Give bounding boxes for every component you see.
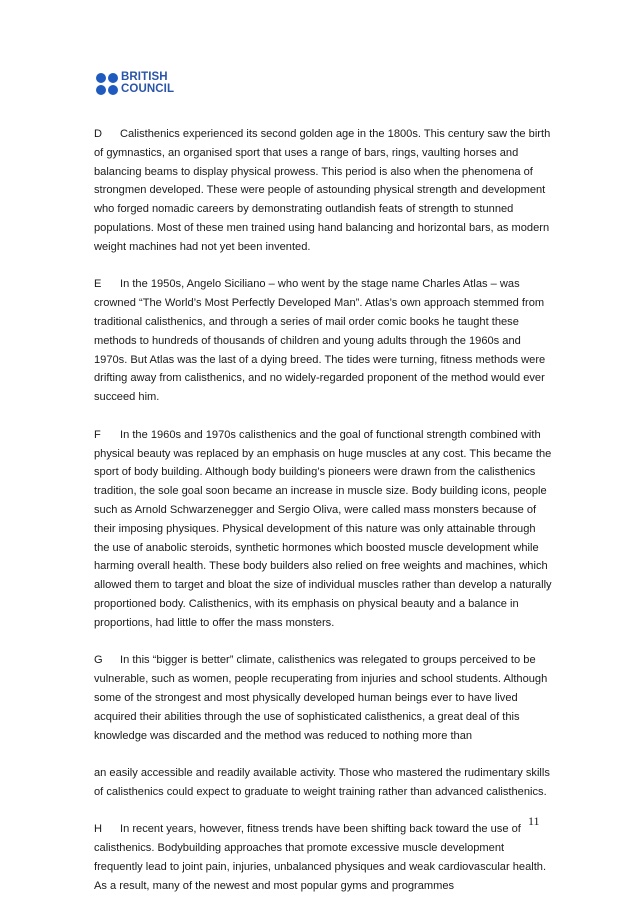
paragraph-h <box>94 820 554 895</box>
paragraph-text: In the 1950s, Angelo Siciliano – who went by the stage name Charles Atlas – was crowned “The World’s Most Perfectly Developed Man”. Atlas’s own approach stemmed from traditional calisthenics, and through a series of mail order comic books he taught these methods to hundreds of thousands of children and young adults through the 1960s and 1970s. But Atlas was the last of a dying breed. The tides were turning, fitness methods were drifting away from calisthenics, and no widely-regarded proponent of the method would ever succeed him. <box>94 278 546 404</box>
logo-wordmark <box>121 72 174 95</box>
paragraph-letter: E <box>94 278 102 291</box>
paragraph-f <box>94 426 554 633</box>
paragraph-g-continued <box>94 764 554 802</box>
paragraph-e <box>94 275 554 407</box>
paragraph-text: In the 1960s and 1970s calisthenics and the goal of functional strength combined with physical beauty was replaced by an emphasis on huge muscles at any cost. This became the sport of body building. Although body building’s pioneers were drawn from the calisthenics tradition, the sole goal soon became an increase in muscle size. Body building icons, people such as Arnold Schwarzenegger and Sergio Oliva, were called mass monsters because of their imposing physiques. Physical development of this nature was only attainable through the use of anabolic steroids, synthetic hormones which boosted muscle development while harming overall health. These body builders also relied on free weights and machines, which allowed them to target and bloat the size of individual muscles rather than develop a naturally proportioned body. Calisthenics, with its emphasis on physical beauty and a balance in proportions, had little to offer the mass monsters. <box>94 428 552 629</box>
paragraph-letter: H <box>94 823 103 836</box>
paragraph-g <box>94 651 554 745</box>
page-number: 11 <box>528 814 540 828</box>
paragraph-d <box>94 125 554 257</box>
paragraph-letter: F <box>94 428 101 441</box>
british-council-logo <box>96 72 174 95</box>
paragraph-text: Calisthenics experienced its second golden age in the 1800s. This century saw the birth of gymnastics, an organised sport that uses a range of bars, rings, vaulting horses and balancing beams to display physical prowess. This period is also when the phenomena of strongmen developed. These were people of astounding physical strength and development who forged nomadic careers by demonstrating outlandish feats of strength to stunned populations. Most of these men trained using hand balancing and horizontal bars, as modern weight machines had not yet been invented. <box>94 128 551 253</box>
logo-line-1: BRITISH <box>121 71 168 83</box>
paragraph-letter: G <box>94 654 103 667</box>
paragraph-text: an easily accessible and readily available activity. Those who mastered the rudimentary skills of calisthenics could expect to graduate to weight training rather than advanced calisthenics. <box>94 767 550 798</box>
paragraph-letter: D <box>94 128 103 140</box>
paragraph-text: In recent years, however, fitness trends have been shifting back toward the use of calisthenics. Bodybuilding approaches that promote excessive muscle development frequently lead to joint pain, injuries, unbalanced physiques and weak cardiovascular health. As a result, many of the newest and most popular gyms and programmes <box>94 823 547 892</box>
logo-dots-icon <box>96 73 118 95</box>
paragraph-text: In this “bigger is better” climate, calisthenics was relegated to groups perceived to be vulnerable, such as women, people recuperating from injuries and school students. Although some of the strongest and most physically developed human beings ever to have lived acquired their abilities through the use of sophisticated calisthenics, a great deal of this knowledge was discarded and the method was reduced to nothing more than <box>94 654 548 742</box>
document-body <box>94 125 554 896</box>
logo-line-2: COUNCIL <box>121 82 175 95</box>
